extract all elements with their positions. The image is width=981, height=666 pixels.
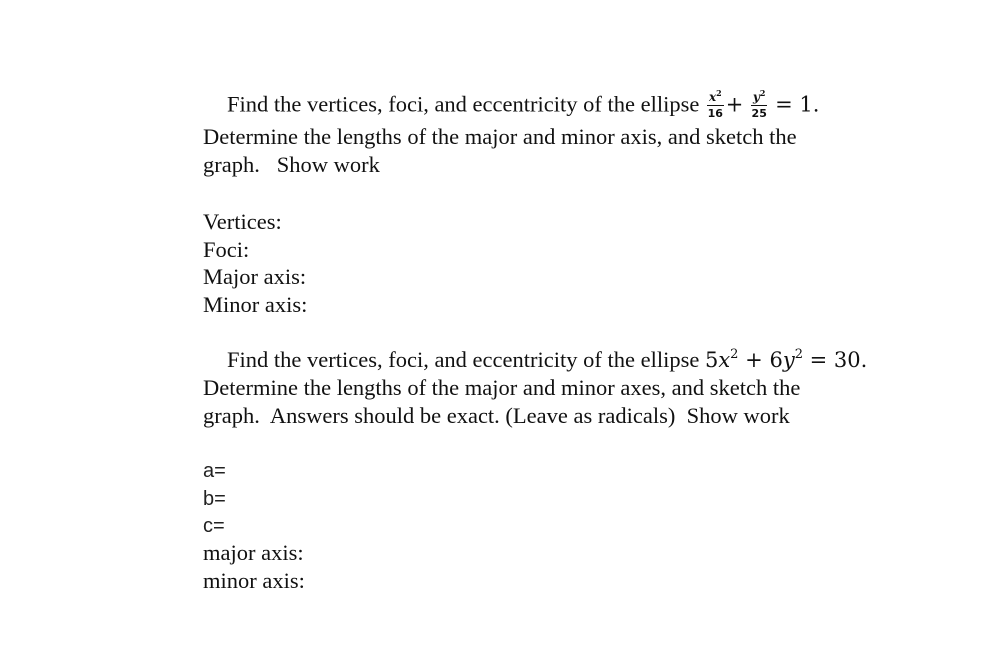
equation-1-rhs: = 1.: [775, 92, 820, 117]
equation-2-rhs: = 30.: [809, 348, 868, 372]
problem-2-line-3: graph. Answers should be exact. (Leave as radicals) Show work: [203, 403, 790, 428]
minor-axis-label-2: minor axis:: [203, 567, 305, 593]
fraction-2-exponent: 2: [759, 88, 766, 98]
problem-2-variable-labels: [203, 458, 226, 541]
major-axis-label-2: major axis:: [203, 540, 304, 565]
major-axis-label: Major axis:: [203, 264, 307, 289]
equation-2-exp-1: 2: [730, 347, 739, 362]
problem-2-intro: Find the vertices, foci, and eccentricity of the ellipse: [227, 347, 700, 372]
problem-2-line-1: [203, 346, 867, 374]
fraction-x-squared-over-16: [707, 87, 724, 120]
equation-2-exp-2: 2: [794, 347, 803, 362]
equation-2: [705, 348, 867, 372]
fraction-1-denominator: 16: [707, 107, 723, 120]
problem-1-line-2: Determine the lengths of the major and minor axis, and sketch the: [203, 124, 797, 149]
equation-2-coef-1: 5: [704, 348, 719, 372]
plus-sign-1: +: [725, 92, 744, 117]
problem-1-line-1: [203, 90, 819, 123]
fraction-2-variable: y: [752, 90, 760, 104]
a-equals-label: a=: [203, 460, 226, 482]
problem-2-axis-labels: [203, 539, 305, 594]
problem-1: [203, 90, 819, 179]
c-equals-label: c=: [203, 515, 225, 537]
problem-1-intro: Find the vertices, foci, and eccentricity of the ellipse: [227, 91, 700, 117]
fraction-1-exponent: 2: [716, 88, 722, 98]
problem-2-line-2: Determine the lengths of the major and minor axes, and sketch the: [203, 375, 801, 400]
minor-axis-label: Minor axis:: [203, 291, 308, 317]
equation-2-var-1: x: [718, 348, 731, 372]
fraction-y-squared-over-25: [751, 87, 768, 120]
problem-1-answer-labels: [203, 208, 307, 318]
vertices-label: Vertices:: [203, 209, 282, 234]
fraction-1-variable: x: [708, 90, 717, 104]
equation-2-coef-2: 6: [769, 348, 783, 372]
equation-2-var-2: y: [782, 348, 795, 372]
problem-2: [203, 346, 867, 430]
problem-1-line-3: graph. Show work: [203, 152, 380, 177]
b-equals-label: b=: [203, 487, 226, 510]
foci-label: Foci:: [203, 236, 250, 262]
equation-2-plus: +: [745, 348, 763, 372]
fraction-2-denominator: 25: [751, 107, 767, 120]
